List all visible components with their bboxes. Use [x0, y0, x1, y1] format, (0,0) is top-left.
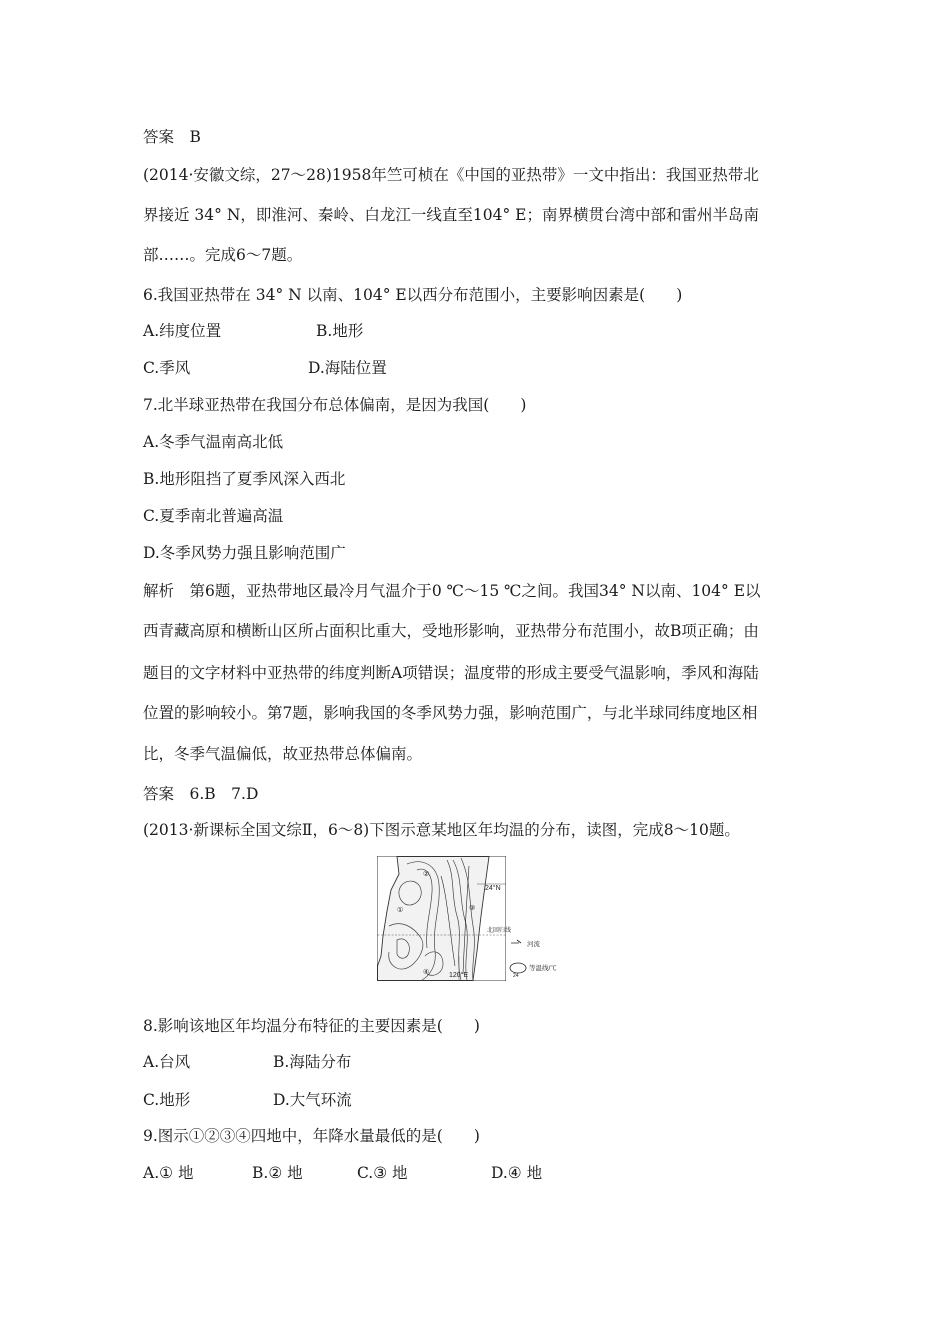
- q7-option-c: C.夏季南北普遍高温: [143, 507, 284, 525]
- q6-option-d: D.海陆位置: [308, 359, 387, 377]
- question-8-stem: 8.影响该地区年均温分布特征的主要因素是( ): [143, 1017, 480, 1035]
- q8-option-b: B.海陆分布: [273, 1053, 352, 1071]
- analysis-line-1: 解析 第6题，亚热带地区最冷月气温介于0 ℃～15 ℃之间。我国34° N以南、104° E以: [143, 582, 761, 600]
- q8-option-a: A.台风: [143, 1053, 191, 1071]
- q9-option-b: B.② 地: [252, 1164, 303, 1182]
- analysis-line-5: 比，冬季气温偏低，故亚热带总体偏南。: [143, 745, 423, 763]
- marker-1: ①: [397, 906, 404, 914]
- intro-block-2: (2013·新课标全国文综Ⅱ，6～8)下图示意某地区年均温的分布，读图，完成8～10题。: [143, 821, 740, 839]
- q9-option-d: D.④ 地: [491, 1164, 543, 1182]
- q7-option-a: A.冬季气温南高北低: [143, 433, 284, 451]
- analysis-line-4: 位置的影响较小。第7题，影响我国的冬季风势力强，影响范围广，与北半球同纬度地区相: [143, 704, 758, 722]
- intro-line-2: 界接近 34° N，即淮河、秦岭、白龙江一线直至104° E；南界横贯台湾中部和雷州半岛南: [143, 206, 759, 224]
- q8-option-c: C.地形: [143, 1091, 191, 1109]
- legend-isotherm-value: 24: [513, 973, 519, 979]
- question-6-stem: 6.我国亚热带在 34° N 以南、104° E以西分布范围小，主要影响因素是( ): [143, 286, 683, 304]
- legend-river-label: 河流: [527, 941, 540, 948]
- question-9-options: [143, 1163, 542, 1183]
- q6-option-a: A.纬度位置: [143, 322, 222, 340]
- intro-line-3: 部……。完成6～7题。: [143, 246, 303, 264]
- answer-line-2: 答案 6.B 7.D: [143, 785, 259, 803]
- q7-option-b: B.地形阻挡了夏季风深入西北: [143, 470, 346, 488]
- q6-option-c: C.季风: [143, 359, 191, 377]
- isotherm-map-figure: [377, 856, 577, 982]
- lat-label: 24°N: [485, 885, 501, 892]
- q9-option-a: A.① 地: [143, 1164, 194, 1182]
- marker-3: ③: [469, 904, 476, 912]
- q9-option-c: C.③ 地: [357, 1164, 408, 1182]
- marker-2: ②: [423, 870, 430, 878]
- question-9-stem: 9.图示①②③④四地中，年降水量最低的是( ): [143, 1127, 480, 1145]
- lon-label: 120°E: [449, 972, 469, 979]
- legend-isotherm-label: 等温线/℃: [529, 965, 557, 972]
- river-legend-icon: [511, 940, 521, 943]
- question-7-stem: 7.北半球亚热带在我国分布总体偏南，是因为我国( ): [143, 396, 527, 414]
- q7-option-d: D.冬季风势力强且影响范围广: [143, 544, 346, 562]
- tropic-label: 北回归线: [487, 928, 512, 934]
- analysis-line-3: 题目的文字材料中亚热带的纬度判断A项错误；温度带的形成主要受气温影响，季风和海陆: [143, 664, 759, 682]
- analysis-line-2: 西青藏高原和横断山区所占面积比重大，受地形影响，亚热带分布范围小，故B项正确；由: [143, 622, 759, 640]
- legend: [510, 939, 557, 979]
- question-6-options-row2: [143, 358, 387, 378]
- question-8-options-row2: [143, 1090, 352, 1110]
- marker-4: ④: [423, 968, 430, 976]
- q6-option-b: B.地形: [316, 322, 364, 340]
- answer-line-1: 答案 B: [143, 128, 201, 146]
- intro-line-1: (2014·安徽文综，27～28)1958年竺可桢在《中国的亚热带》一文中指出：我国亚热带北: [143, 166, 759, 184]
- question-8-options-row1: [143, 1052, 351, 1072]
- q8-option-d: D.大气环流: [273, 1091, 352, 1109]
- isotherm-legend-icon: [510, 963, 526, 973]
- question-6-options-row1: [143, 321, 363, 341]
